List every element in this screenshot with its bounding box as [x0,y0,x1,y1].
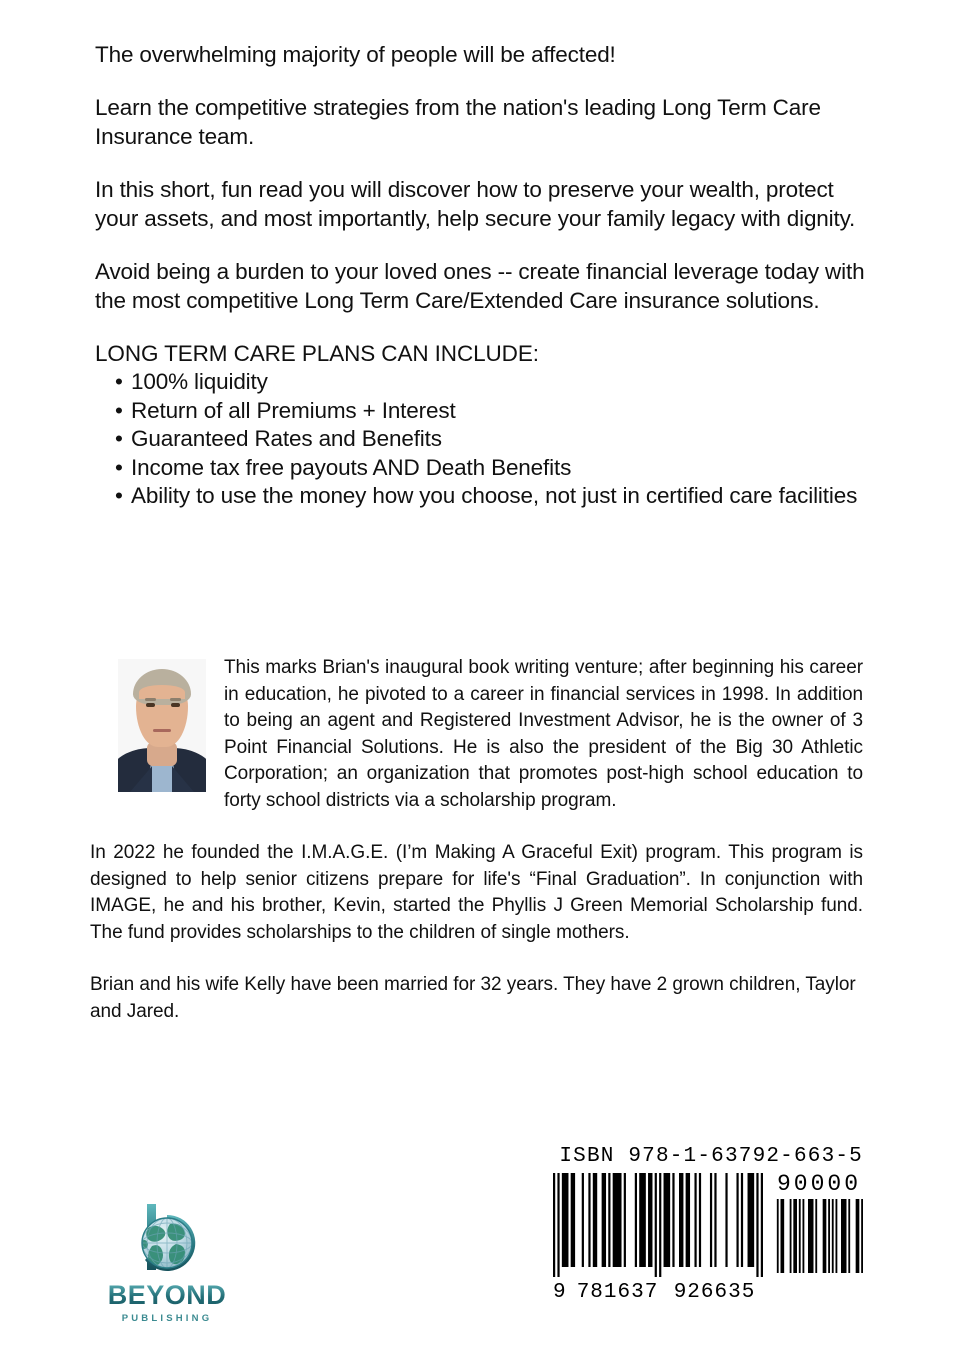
photo-eye-right [171,703,180,707]
photo-eye-left [146,703,155,707]
barcode-bars-row [553,1173,863,1304]
ean5-addon [775,1173,863,1278]
list-item-label: 100% liquidity [131,369,268,394]
barcode-block [553,1145,863,1304]
list-item-label: Income tax free payouts AND Death Benefits [131,454,572,480]
publisher-tagline: PUBLISHING [121,1313,213,1324]
ean13-barcode [553,1173,763,1304]
author-bio [90,655,863,1025]
marketing-paragraph-3: In this short, fun read you will discover how to preserve your wealth, protect your assets, and most importantly, help secure your family legacy with dignity. [95,177,856,231]
bullet-dot-icon: • [115,397,123,423]
list-item [115,482,867,511]
list-item [115,425,867,454]
list-item [115,397,867,426]
marketing-paragraph-1: The overwhelming majority of people will be affected! [95,42,616,67]
beyond-b-globe-icon [112,1198,222,1280]
bullet-dot-icon: • [115,483,123,508]
list-item [115,368,867,397]
list-item-label: Guaranteed Rates and Benefits [131,426,442,451]
photo-mouth [153,729,171,732]
author-photo [118,659,206,792]
marketing-paragraph-2: Learn the competitive strategies from the nation's leading Long Term Care Insurance team. [95,95,821,149]
list-item-label: Return of all Premiums + Interest [131,397,456,423]
marketing-copy [95,40,867,511]
list-item-label: Ability to use the money how you choose, not just in certified care facilities [131,483,858,508]
marketing-paragraph-4: Avoid being a burden to your loved ones -- create financial leverage today with the most competitive Long Term Care/Extended Care insurance solutions. [95,259,865,313]
bio-paragraph-2: In 2022 he founded the I.M.A.G.E. (I’m Making A Graceful Exit) program. This program is designed to help senior citizens prepare for life's “Final Graduation”. In conjunction with IMAGE, he and his brother, Kevin, started the Phyllis J Green Memorial Scholarship fund. The fund provides scholarships to the children of single mothers. [90,842,863,943]
publisher-name: BEYOND [92,1282,242,1309]
ean13-digits [553,1281,763,1304]
photo-eyebrow-right [170,698,181,701]
addon-digits: 90000 [776,1171,861,1197]
plan-list-heading: LONG TERM CARE PLANS CAN INCLUDE: [95,341,539,366]
ean-group-left: 781637 [576,1281,659,1304]
bio-paragraph-3: Brian and his wife Kelly have been married for 32 years. They have 2 grown children, Taylor and Jared. [90,974,856,1022]
ean-group-right: 926635 [673,1281,756,1304]
bullet-dot-icon: • [115,454,123,480]
bio-paragraph-1: This marks Brian's inaugural book writing venture; after beginning his career in education, he pivoted to a career in financial services in 1998. In addition to being an agent and Registered Investment Advisor, he is the owner of 3 Point Financial Solutions. He is also the president of the Big 30 Athletic Corporation; an organization that promotes post-high school education to forty school districts via a scholarship program. [224,657,863,811]
ean13-bars [553,1173,763,1277]
bullet-dot-icon: • [115,426,123,451]
ean-digit-first: 9 [553,1281,567,1304]
photo-eyebrow-left [145,698,156,701]
ean5-bars [775,1199,863,1273]
publisher-logo [92,1198,242,1324]
plan-benefits-list [95,368,867,511]
bullet-dot-icon: • [115,369,123,394]
list-item [115,454,867,483]
isbn-text: ISBN 978-1-63792-663-5 [559,1145,863,1168]
